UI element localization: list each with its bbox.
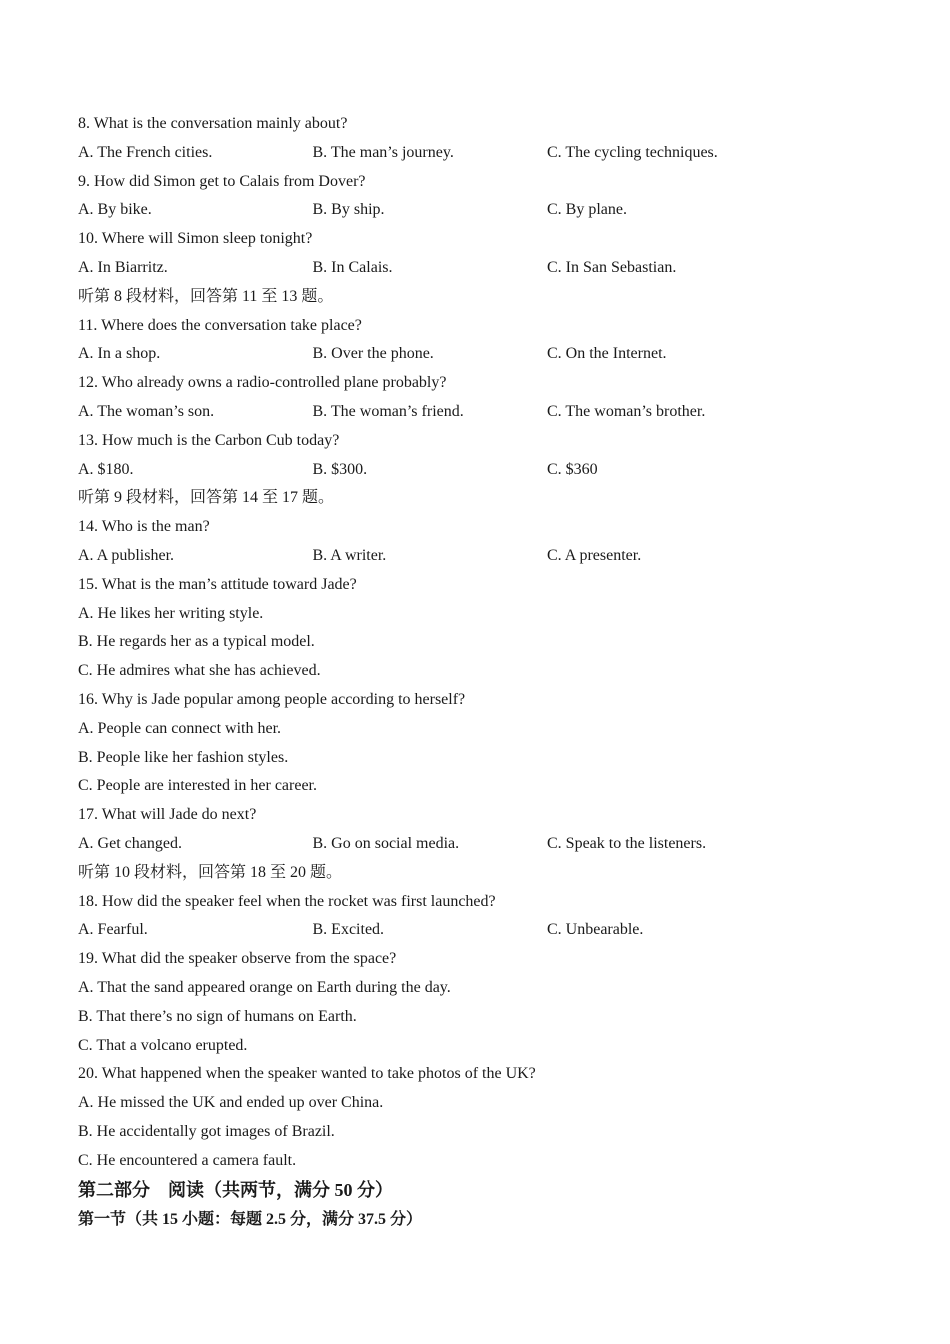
question-18: 18. How did the speaker feel when the rocket was first launched? [78, 892, 496, 910]
option-16c: C. People are interested in her career. [78, 777, 317, 795]
options-11 [78, 340, 878, 369]
option-8c: C. The cycling techniques. [547, 143, 718, 161]
options-12 [78, 398, 878, 427]
option-18c: C. Unbearable. [547, 921, 644, 939]
option-17c: C. Speak to the listeners. [547, 834, 707, 852]
options-8 [78, 139, 878, 168]
option-14b: B. A writer. [312, 546, 387, 564]
option-9a: A. By bike. [78, 201, 152, 219]
question-19: 19. What did the speaker observe from the space? [78, 950, 397, 968]
option-13a: A. $180. [78, 460, 134, 478]
option-14a: A. A publisher. [78, 546, 175, 564]
option-17b: B. Go on social media. [312, 834, 460, 852]
option-8a: A. The French cities. [78, 143, 213, 161]
option-9b: B. By ship. [312, 201, 385, 219]
option-10c: C. In San Sebastian. [547, 258, 677, 276]
instruction-passage-10: 听第 10 段材料，回答第 18 至 20 题。 [78, 863, 343, 881]
question-12: 12. Who already owns a radio-controlled plane probably? [78, 374, 447, 392]
option-9c: C. By plane. [547, 201, 627, 219]
question-10: 10. Where will Simon sleep tonight? [78, 230, 313, 248]
option-12a: A. The woman’s son. [78, 402, 215, 420]
options-13 [78, 456, 878, 485]
question-13: 13. How much is the Carbon Cub today? [78, 431, 340, 449]
option-16a: A. People can connect with her. [78, 719, 282, 737]
option-15a: A. He likes her writing style. [78, 604, 264, 622]
exam-page [78, 110, 878, 1234]
options-14 [78, 542, 878, 571]
option-13c: C. $360 [547, 460, 598, 478]
option-20c: C. He encountered a camera fault. [78, 1151, 297, 1169]
option-12c: C. The woman’s brother. [547, 402, 706, 420]
option-11a: A. In a shop. [78, 345, 161, 363]
options-10 [78, 254, 878, 283]
question-15: 15. What is the man’s attitude toward Jade? [78, 575, 357, 593]
option-8b: B. The man’s journey. [312, 143, 454, 161]
option-15c: C. He admires what she has achieved. [78, 662, 321, 680]
option-10b: B. In Calais. [312, 258, 393, 276]
question-14: 14. Who is the man? [78, 518, 210, 536]
options-17 [78, 830, 878, 859]
instruction-passage-9: 听第 9 段材料，回答第 14 至 17 题。 [78, 489, 335, 507]
option-13b: B. $300. [312, 460, 368, 478]
options-18 [78, 916, 878, 945]
option-19a: A. That the sand appeared orange on Earth during the day. [78, 978, 451, 996]
option-19c: C. That a volcano erupted. [78, 1036, 248, 1054]
option-15b: B. He regards her as a typical model. [78, 633, 315, 651]
question-16: 16. Why is Jade popular among people according to herself? [78, 690, 466, 708]
section-1-title: 第一节（共 15 小题：每题 2.5 分，满分 37.5 分） [78, 1211, 423, 1229]
option-11c: C. On the Internet. [547, 345, 667, 363]
question-11: 11. Where does the conversation take place? [78, 316, 362, 334]
question-20: 20. What happened when the speaker wanted to take photos of the UK? [78, 1065, 536, 1083]
option-11b: B. Over the phone. [312, 345, 434, 363]
option-20a: A. He missed the UK and ended up over China. [78, 1094, 384, 1112]
option-16b: B. People like her fashion styles. [78, 748, 289, 766]
question-17: 17. What will Jade do next? [78, 806, 257, 824]
option-12b: B. The woman’s friend. [312, 402, 464, 420]
option-19b: B. That there’s no sign of humans on Earth. [78, 1007, 357, 1025]
question-8: 8. What is the conversation mainly about? [78, 115, 348, 132]
option-14c: C. A presenter. [547, 546, 642, 564]
options-9 [78, 196, 878, 225]
option-10a: A. In Biarritz. [78, 258, 168, 276]
part-2-title: 第二部分 阅读（共两节，满分 50 分） [78, 1180, 393, 1201]
option-20b: B. He accidentally got images of Brazil. [78, 1122, 335, 1140]
question-9: 9. How did Simon get to Calais from Dover? [78, 172, 366, 190]
option-17a: A. Get changed. [78, 834, 182, 852]
instruction-passage-8: 听第 8 段材料，回答第 11 至 13 题。 [78, 287, 334, 305]
option-18a: A. Fearful. [78, 921, 148, 939]
option-18b: B. Excited. [312, 921, 385, 939]
